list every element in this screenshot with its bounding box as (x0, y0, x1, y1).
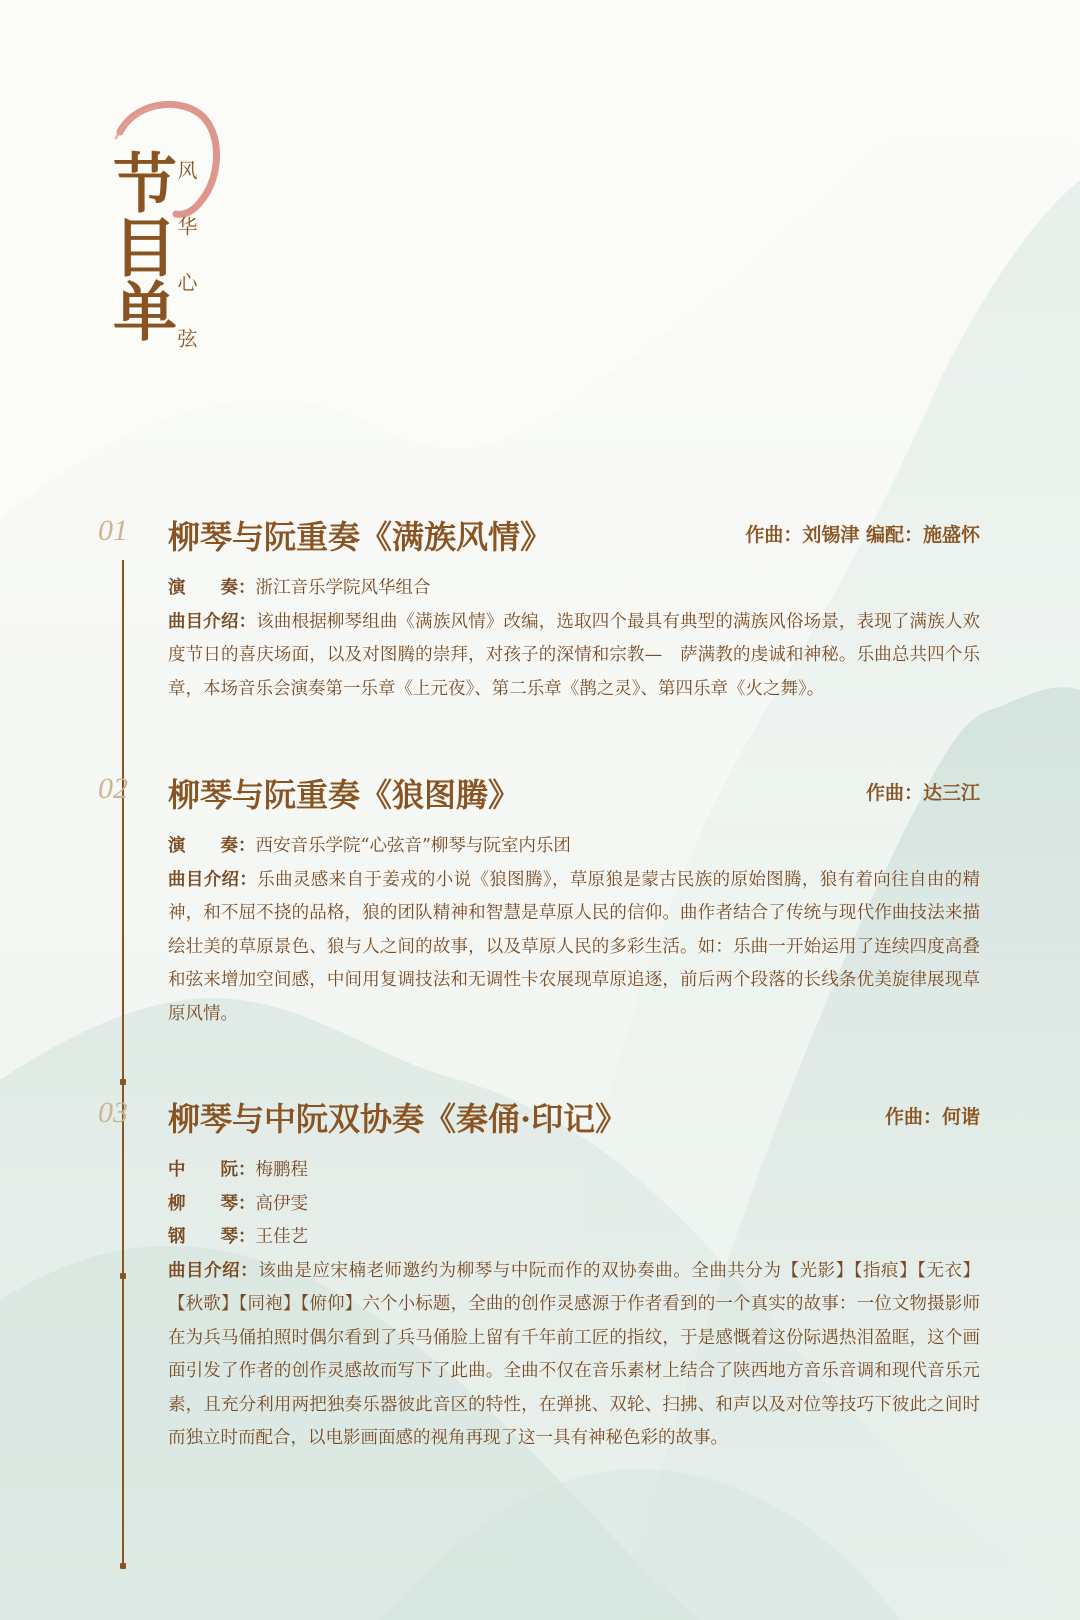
performer-value: 王佳艺 (255, 1227, 308, 1247)
performer-row (168, 830, 980, 864)
performer-row (168, 1154, 980, 1188)
page-subtitle: 风华心弦 (174, 160, 198, 384)
timeline-line (122, 1142, 124, 1566)
program-title: 柳琴与中阮双协奏《秦俑·印记》 (168, 1100, 628, 1138)
program-title: 柳琴与阮重奏《狼图腾》 (168, 776, 521, 814)
performer-label: 中 阮： (168, 1160, 256, 1180)
program-credit: 作曲：何谐 (884, 1106, 980, 1128)
program-intro (168, 864, 980, 1032)
performer-value: 浙江音乐学院风华组合 (255, 578, 431, 598)
program-title: 柳琴与阮重奏《满族风情》 (168, 518, 553, 556)
program-header (96, 92, 236, 392)
program-credit: 作曲：达三江 (865, 782, 980, 804)
performer-label: 演 奏： (168, 578, 256, 598)
program-intro (168, 606, 980, 707)
performer-row (168, 572, 980, 606)
performer-row (168, 1221, 980, 1255)
intro-label: 曲目介绍： (168, 1260, 259, 1281)
performer-label: 柳 琴： (168, 1193, 256, 1214)
intro-text: 该曲根据柳琴组曲《满族风情》改编，选取四个最具有典型的满族风俗场景，表现了满族人欢度节日的喜庆场面，以及对图腾的崇拜，对孩子的深情和宗教— 萨满教的虔诚和神秘。乐曲总共四个乐章，本场音乐会演奏第一乐章《上元夜》、第二乐章《鹊之灵》、第四乐章《火之舞》。 (168, 611, 981, 699)
intro-label: 曲目介绍： (168, 869, 258, 890)
performer-label: 钢 琴： (168, 1227, 256, 1247)
performer-value: 西安音乐学院“心弦音”柳琴与阮室内乐团 (255, 836, 571, 856)
timeline-line (122, 818, 124, 1082)
performer-value: 高伊雯 (255, 1193, 308, 1214)
program-body (168, 830, 980, 1031)
performer-row (168, 1188, 980, 1222)
intro-text: 乐曲灵感来自于姜戎的小说《狼图腾》，草原狼是蒙古民族的原始图腾，狼有着向往自由的精神，和不屈不挠的品格，狼的团队精神和智慧是草原人民的信仰。曲作者结合了传统与现代作曲技法来描绘壮美的草原景色、狼与人之间的故事，以及草原人民的多彩生活。如：乐曲一开始运用了连续四度高叠和弦来增加空间感，中间用复调技法和无调性卡农展现草原追逐，前后两个段落的长线条优美旋律展现草原风情。 (168, 869, 980, 1024)
page-title: 节目单 (102, 150, 177, 342)
program-body (168, 1154, 980, 1456)
performer-value: 梅鹏程 (255, 1160, 308, 1180)
program-intro (168, 1255, 980, 1456)
program-number: 01 (98, 514, 128, 547)
program-number: 03 (98, 1096, 128, 1129)
intro-label: 曲目介绍： (168, 611, 257, 632)
program-number: 02 (98, 772, 128, 805)
program-credit: 作曲：刘锡津 编配：施盛怀 (745, 524, 980, 546)
intro-text: 该曲是应宋楠老师邀约为柳琴与中阮而作的双协奏曲。全曲共分为【光影】【指痕】【无衣】【秋歌】【同袍】【俯仰】六个小标题，全曲的创作灵感源于作者看到的一个真实的故事：一位文物摄影师在为兵马俑拍照时偶尔看到了兵马俑脸上留有千年前工匠的指纹，于是感慨着这份际遇热泪盈眶，这个画面引发了作者的创作灵感故而写下了此曲。全曲不仅在音乐素材上结合了陕西地方音乐音调和现代音乐元素，且充分利用两把独奏乐器彼此音区的特性，在弹挑、双轮、扫拂、和声以及对位等技巧下彼此之间时而独立时而配合，以电影画面感的视角再现了这一具有神秘色彩的故事。 (168, 1260, 981, 1448)
performer-label: 演 奏： (168, 836, 256, 856)
program-body (168, 572, 980, 706)
